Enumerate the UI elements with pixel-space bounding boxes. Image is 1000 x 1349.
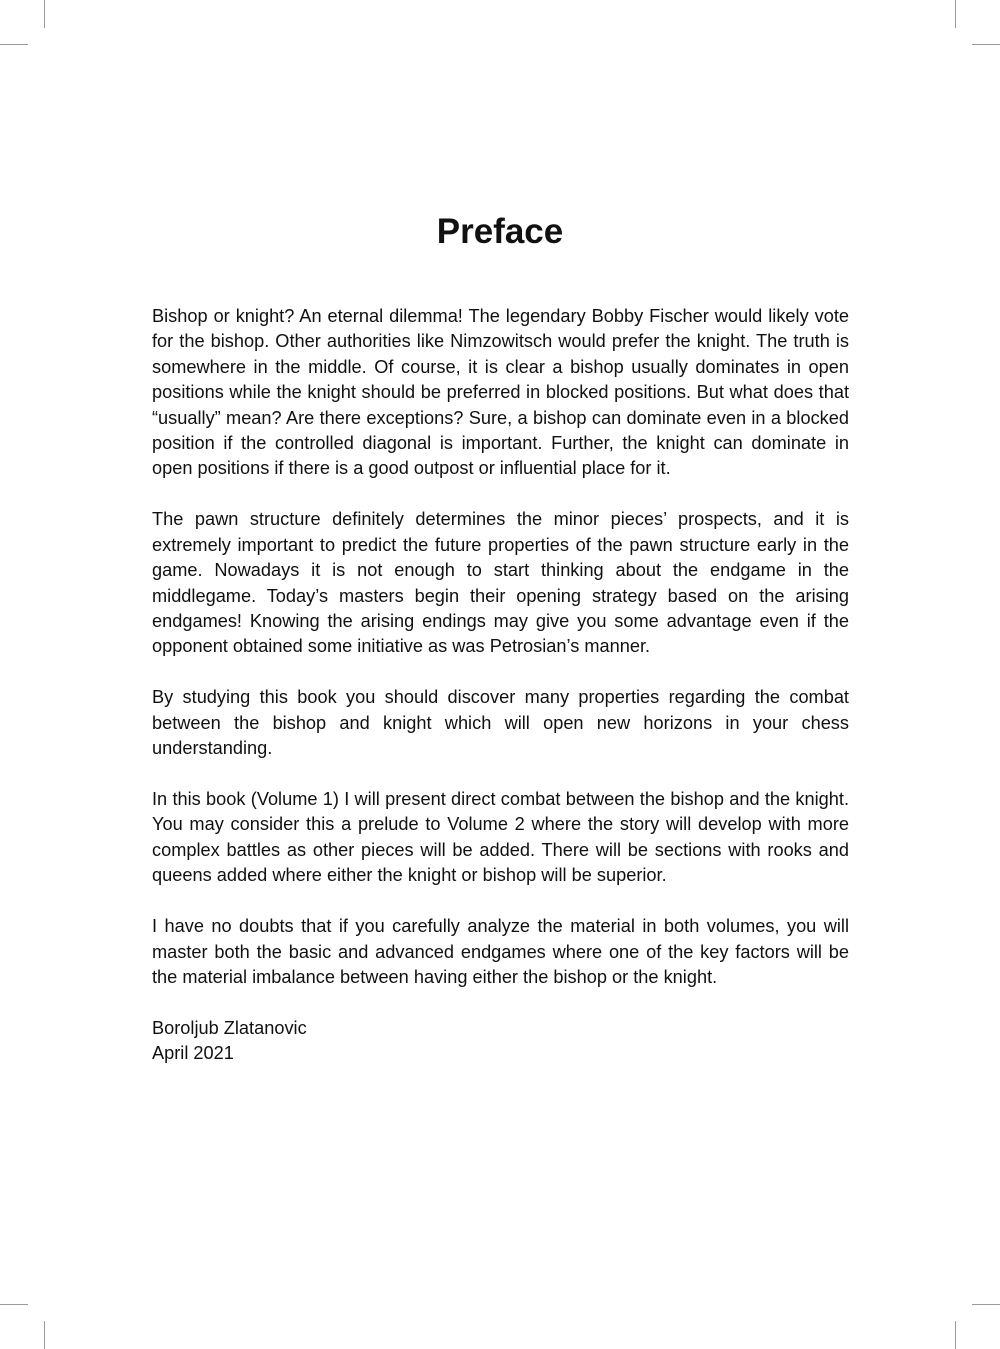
crop-mark-bottom-left-vertical: [44, 1321, 45, 1349]
paragraph-3: By studying this book you should discover many properties regarding the combat between the bishop and knight which will open new horizons in your chess understanding.: [152, 687, 849, 759]
signature: [152, 1016, 849, 1067]
crop-mark-bottom-left-horizontal: [0, 1304, 28, 1305]
crop-mark-top-right-horizontal: [972, 44, 1000, 45]
crop-mark-top-left-vertical: [44, 0, 45, 28]
preface-body: [152, 304, 849, 1067]
signature-date: April 2021: [152, 1043, 234, 1064]
page-title: Preface: [436, 212, 564, 251]
paragraph-1: Bishop or knight? An eternal dilemma! The legendary Bobby Fischer would likely vote for the bishop. Other authorities like Nimzowitsch would prefer the knight. The truth is somewhere in the middle. Of course, it is clear a bishop usually dominates in open positions while the knight should be preferred in blocked positions. But what does that “usually” mean? Are there exceptions? Sure, a bishop can dominate even in a blocked position if the controlled diagonal is important. Further, the knight can dominate in open positions if there is a good outpost or influential place for it.: [152, 306, 849, 479]
crop-mark-bottom-right-horizontal: [972, 1304, 1000, 1305]
paragraph-5: I have no doubts that if you carefully analyze the material in both volumes, you will master both the basic and advanced endgames where one of the key factors will be the material imbalance between having either the bishop or the knight.: [152, 916, 849, 987]
paragraph-2: The pawn structure definitely determines the minor pieces’ prospects, and it is extremely important to predict the future properties of the pawn structure early in the game. Nowadays it is not enough to start thinking about the endgame in the middlegame. Today’s masters begin their opening strategy based on the arising endgames! Knowing the arising endings may give you some advantage even if the opponent obtained some initiative as was Petrosian’s manner.: [152, 509, 849, 657]
author-name: Boroljub Zlatanovic: [152, 1017, 307, 1038]
crop-mark-bottom-right-vertical: [955, 1321, 956, 1349]
crop-mark-top-left-horizontal: [0, 44, 28, 45]
crop-mark-top-right-vertical: [955, 0, 956, 28]
paragraph-4: In this book (Volume 1) I will present direct combat between the bishop and the knight. You may consider this a prelude to Volume 2 where the story will develop with more complex battles as other pieces will be added. There will be sections with rooks and queens added where either the knight or bishop will be superior.: [152, 789, 849, 886]
